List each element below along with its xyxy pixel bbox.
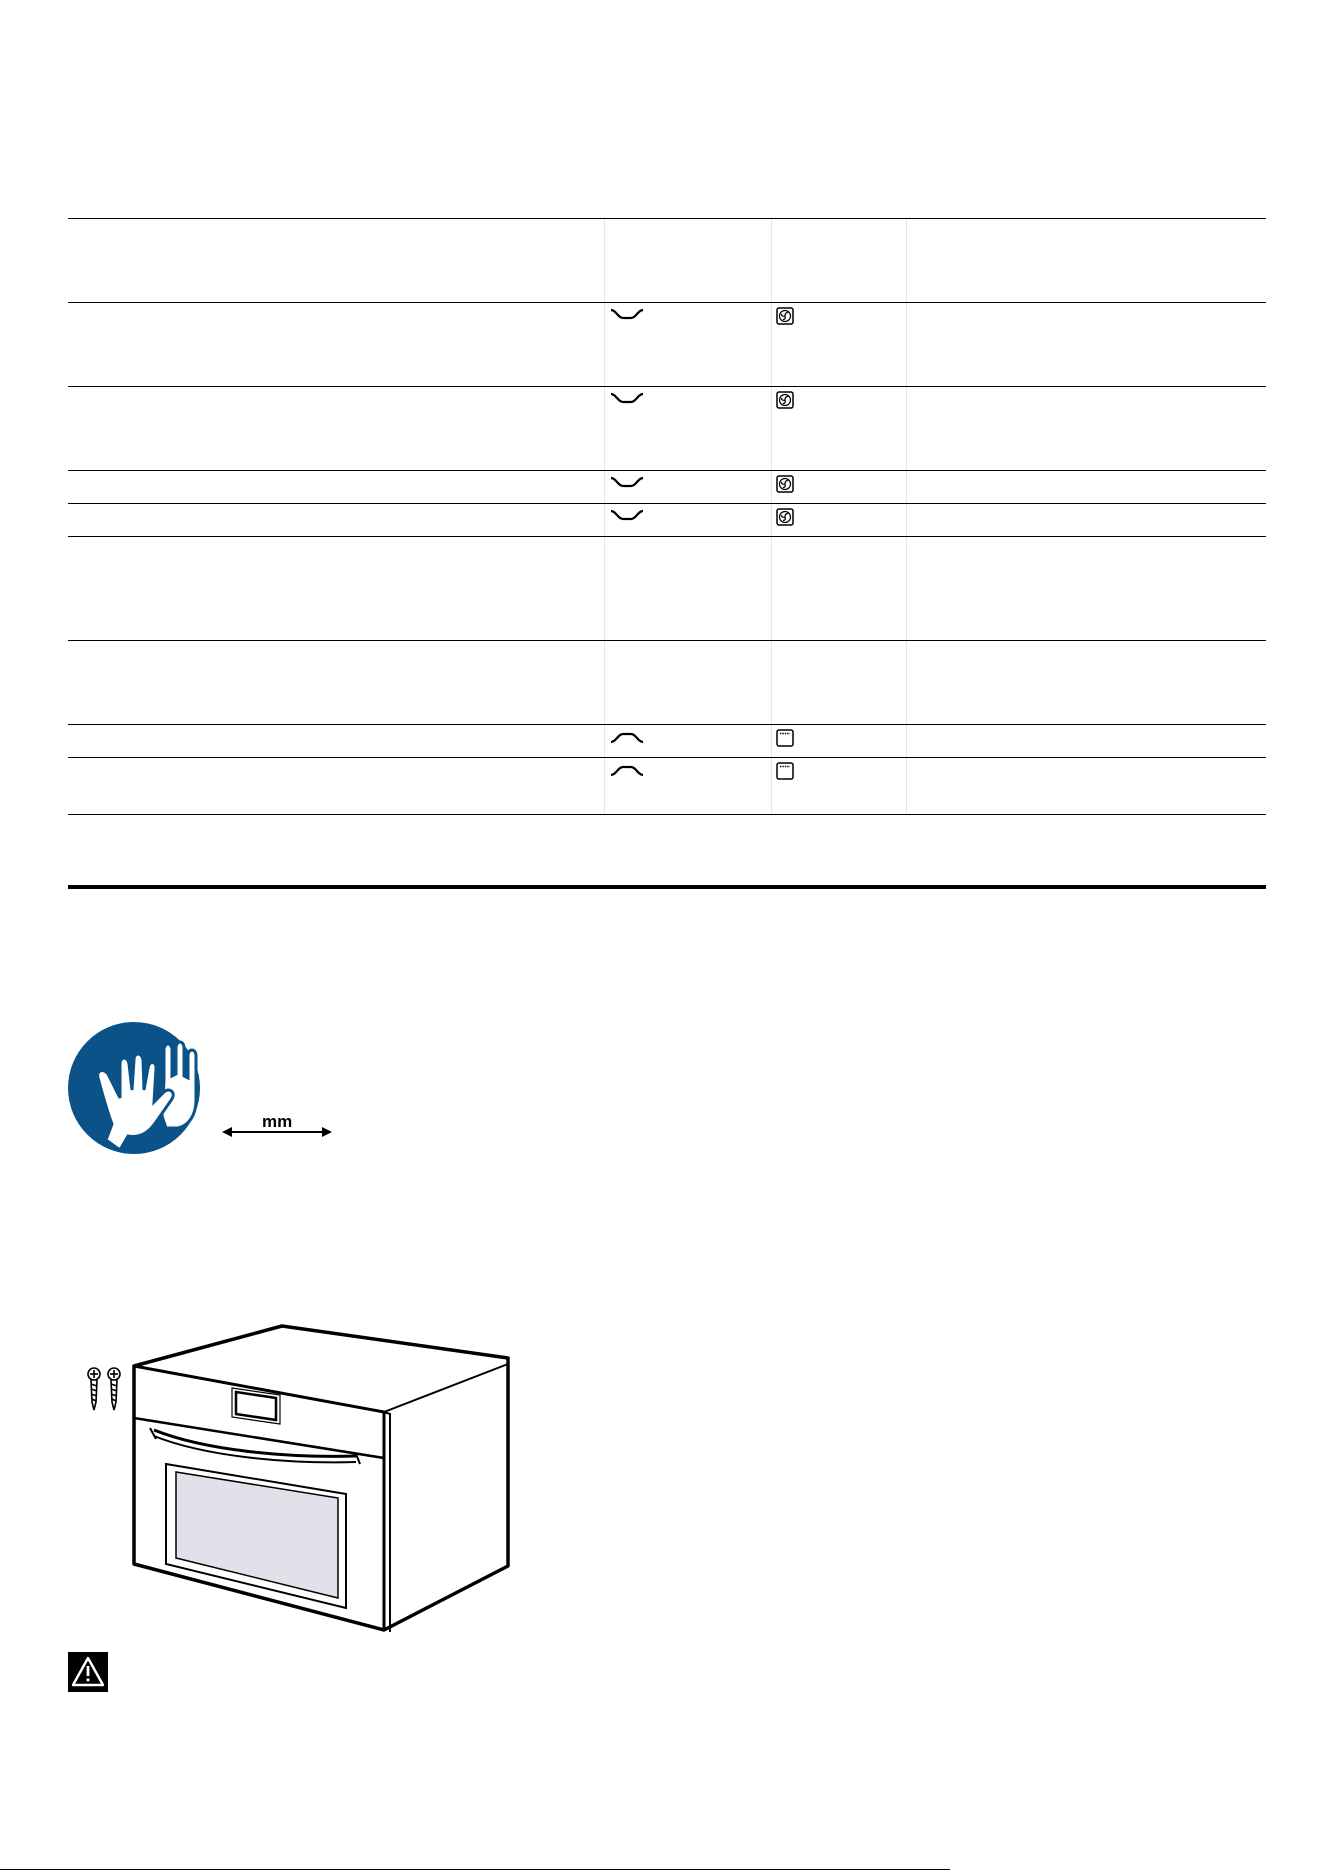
table-row: [68, 640, 1266, 724]
lower-heating-icon: [610, 509, 644, 523]
table-row: [68, 503, 1266, 536]
warning-triangle-icon: [68, 1652, 108, 1692]
table-row: [68, 814, 1266, 885]
tools-figure: [68, 1020, 348, 1160]
table-row: [68, 302, 1266, 386]
built-in-oven-illustration: [134, 1326, 508, 1632]
oven-install-figure: [84, 1318, 524, 1638]
hot-air-icon: [776, 475, 794, 493]
table-row: [68, 757, 1266, 814]
hot-air-icon: [776, 391, 794, 409]
top-heat-icon: [776, 762, 794, 780]
hot-air-icon: [776, 508, 794, 526]
lower-heating-icon: [610, 308, 644, 322]
upper-heating-icon: [610, 763, 644, 777]
protective-gloves-icon: [68, 1022, 200, 1154]
lower-heating-icon: [610, 392, 644, 406]
unit-label: mm: [262, 1112, 293, 1131]
top-heat-icon: [776, 729, 794, 747]
hot-air-icon: [776, 307, 794, 325]
table-header-row: [68, 218, 1266, 302]
table-row: [68, 536, 1266, 640]
table-row: [68, 470, 1266, 503]
table-bottom-rule: [68, 885, 1266, 889]
page-footer-rule: [0, 1869, 950, 1870]
lower-heating-icon: [610, 476, 644, 490]
upper-heating-icon: [610, 730, 644, 744]
table-row: [68, 386, 1266, 470]
screws-icon: [88, 1368, 120, 1410]
table-row: [68, 724, 1266, 757]
